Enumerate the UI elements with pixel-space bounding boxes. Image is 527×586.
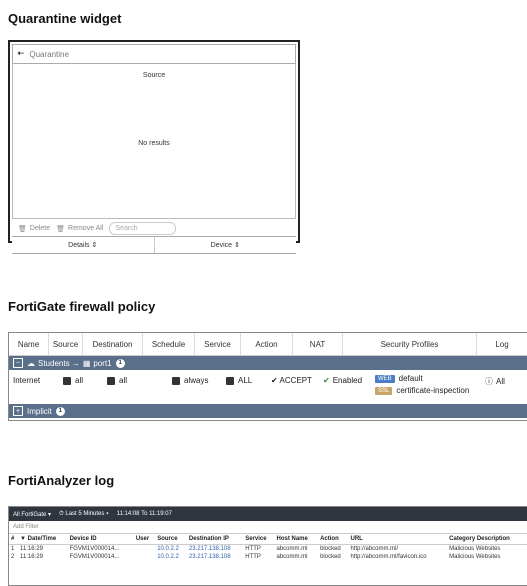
- cell-datetime: 11:16:29: [20, 546, 43, 552]
- cell-device-id: FGVM1V000014...: [69, 554, 120, 560]
- port-icon: ▦: [82, 358, 91, 368]
- cell-index: 1: [11, 546, 15, 552]
- cell-schedule: [172, 376, 208, 385]
- cell-service: HTTP: [245, 554, 261, 560]
- col-source[interactable]: Source: [155, 534, 187, 545]
- source-label: Source: [142, 72, 166, 79]
- cell-host-name: abcomm.ml: [276, 546, 308, 552]
- log-row[interactable]: [9, 553, 527, 561]
- policy-group-implicit[interactable]: [9, 404, 527, 418]
- search-input[interactable]: [109, 222, 176, 235]
- col-datetime[interactable]: ▼ Date/Time: [18, 534, 68, 545]
- cell-host-name: abcomm.ml: [276, 554, 308, 560]
- time-range: 11:14:08 To 11:19:07: [116, 511, 172, 517]
- policy-row-internet[interactable]: [9, 370, 527, 401]
- cell-source: [63, 376, 83, 385]
- remove-all-button[interactable]: [56, 225, 103, 233]
- cell-category: Malicious Websites: [449, 554, 501, 560]
- address-icon: [107, 377, 115, 385]
- cell-source-text: all: [75, 376, 84, 385]
- log-header-row: [9, 534, 527, 545]
- cell-url: http://abcomm.ml/favicon.ico: [350, 554, 427, 560]
- cell-log-text: All: [496, 377, 505, 386]
- collapse-icon[interactable]: −: [13, 358, 23, 368]
- cell-action: blocked: [320, 554, 341, 560]
- group-port: port1: [93, 358, 112, 368]
- info-icon: ⓘ: [485, 377, 493, 386]
- search-placeholder: Search: [115, 225, 138, 232]
- log-section-title: FortiAnalyzer log: [8, 473, 115, 488]
- trash-all-icon: 🗑: [56, 225, 66, 233]
- web-filter-tag: WEB: [375, 375, 395, 383]
- delete-button[interactable]: [18, 225, 50, 233]
- cell-service: [226, 376, 252, 385]
- quarantine-toolbar: [18, 222, 176, 235]
- quarantine-title: Quarantine: [29, 49, 69, 59]
- quarantine-section-title: Quarantine widget: [8, 11, 122, 26]
- quarantine-header: [12, 44, 296, 64]
- col-host-name[interactable]: Host Name: [274, 534, 318, 545]
- log-row[interactable]: [9, 545, 527, 554]
- analyzer-toolbar: [9, 507, 527, 521]
- col-device-id[interactable]: Device ID: [68, 534, 134, 545]
- cell-service-text: ALL: [238, 376, 253, 385]
- quarantine-widget: [8, 40, 300, 249]
- cell-source[interactable]: 10.0.2.2: [157, 554, 179, 560]
- header-nat[interactable]: NAT: [293, 333, 343, 355]
- cell-action: blocked: [320, 546, 341, 552]
- column-device[interactable]: Device ⇕: [210, 242, 240, 249]
- service-icon: [226, 377, 234, 385]
- cell-destination-text: all: [119, 376, 128, 385]
- cloud-icon: ☁: [27, 358, 35, 368]
- cell-service: HTTP: [245, 546, 261, 552]
- policy-header-row: [9, 333, 527, 356]
- group-count-badge: 1: [116, 359, 125, 368]
- cell-index: 2: [11, 554, 15, 560]
- profile-ssl-name: certificate-inspection: [396, 386, 470, 395]
- device-selector[interactable]: All FortiGate ▾: [13, 511, 52, 518]
- cell-profile-ssl: [375, 386, 469, 395]
- col-destination-ip[interactable]: Destination IP: [187, 534, 243, 545]
- implicit-count-badge: 1: [56, 407, 65, 416]
- implicit-label: Implicit: [27, 406, 52, 416]
- cell-device-id: FGVM1V000014...: [69, 546, 120, 552]
- delete-label: Delete: [29, 225, 51, 232]
- cell-destination: [107, 376, 127, 385]
- trash-icon: 🗑: [18, 225, 27, 233]
- cell-name: Internet: [13, 376, 41, 385]
- col-url[interactable]: URL: [349, 534, 448, 545]
- header-security-profiles[interactable]: Security Profiles: [343, 333, 477, 355]
- cell-nat-text: Enabled: [332, 376, 363, 385]
- cell-action: ✔ ACCEPT: [271, 376, 312, 385]
- add-filter-input[interactable]: [9, 521, 527, 534]
- no-results-text: No results: [138, 140, 170, 147]
- header-action[interactable]: Action: [241, 333, 293, 355]
- quarantine-source-panel: [12, 64, 296, 219]
- cell-source[interactable]: 10.0.2.2: [157, 546, 179, 552]
- schedule-icon: [172, 377, 180, 385]
- policy-group-students[interactable]: [9, 356, 527, 370]
- time-selector[interactable]: ⏱ Last 5 Minutes ▾: [59, 510, 109, 517]
- cell-user: [134, 545, 155, 554]
- cell-destination-ip[interactable]: 23.217.138.108: [188, 546, 231, 552]
- header-service[interactable]: Service: [195, 333, 241, 355]
- cell-category: Malicious Websites: [449, 546, 501, 552]
- header-schedule[interactable]: Schedule: [143, 333, 195, 355]
- cell-profile-web: [375, 374, 423, 383]
- policy-section-title: FortiGate firewall policy: [8, 299, 156, 314]
- cell-schedule-text: always: [184, 376, 209, 385]
- filter-placeholder: Add Filter: [13, 524, 39, 530]
- cell-log: [485, 376, 505, 387]
- cell-nat: [323, 376, 362, 385]
- col-index[interactable]: #: [9, 534, 18, 545]
- firewall-policy-table: [8, 332, 527, 421]
- header-source[interactable]: Source: [49, 333, 83, 355]
- cell-user: [134, 553, 155, 561]
- header-destination[interactable]: Destination: [83, 333, 143, 355]
- group-label: Students →: [38, 358, 80, 368]
- back-arrow-icon[interactable]: 🠄: [17, 48, 25, 58]
- col-service[interactable]: Service: [243, 534, 274, 545]
- ssl-inspection-tag: SSL: [375, 387, 392, 395]
- profile-web-name: default: [398, 374, 423, 383]
- check-circle-icon: ✔: [323, 376, 330, 385]
- cell-datetime: 11:16:29: [20, 554, 43, 560]
- expand-icon[interactable]: +: [13, 406, 23, 416]
- header-log[interactable]: Log: [495, 339, 509, 349]
- col-user[interactable]: User: [134, 534, 155, 545]
- col-action[interactable]: Action: [318, 534, 348, 545]
- address-icon: [63, 377, 71, 385]
- header-name[interactable]: Name: [9, 333, 49, 355]
- cell-destination-ip[interactable]: 23.217.138.108: [188, 554, 231, 560]
- col-category[interactable]: Category Description: [447, 534, 527, 545]
- cell-url: http://abcomm.ml/: [350, 546, 399, 552]
- remove-all-label: Remove All: [68, 225, 104, 232]
- column-details[interactable]: Details ⇕: [12, 237, 155, 253]
- analyzer-log-panel: [8, 506, 527, 586]
- quarantine-columns: [12, 236, 296, 254]
- log-table: [9, 534, 527, 561]
